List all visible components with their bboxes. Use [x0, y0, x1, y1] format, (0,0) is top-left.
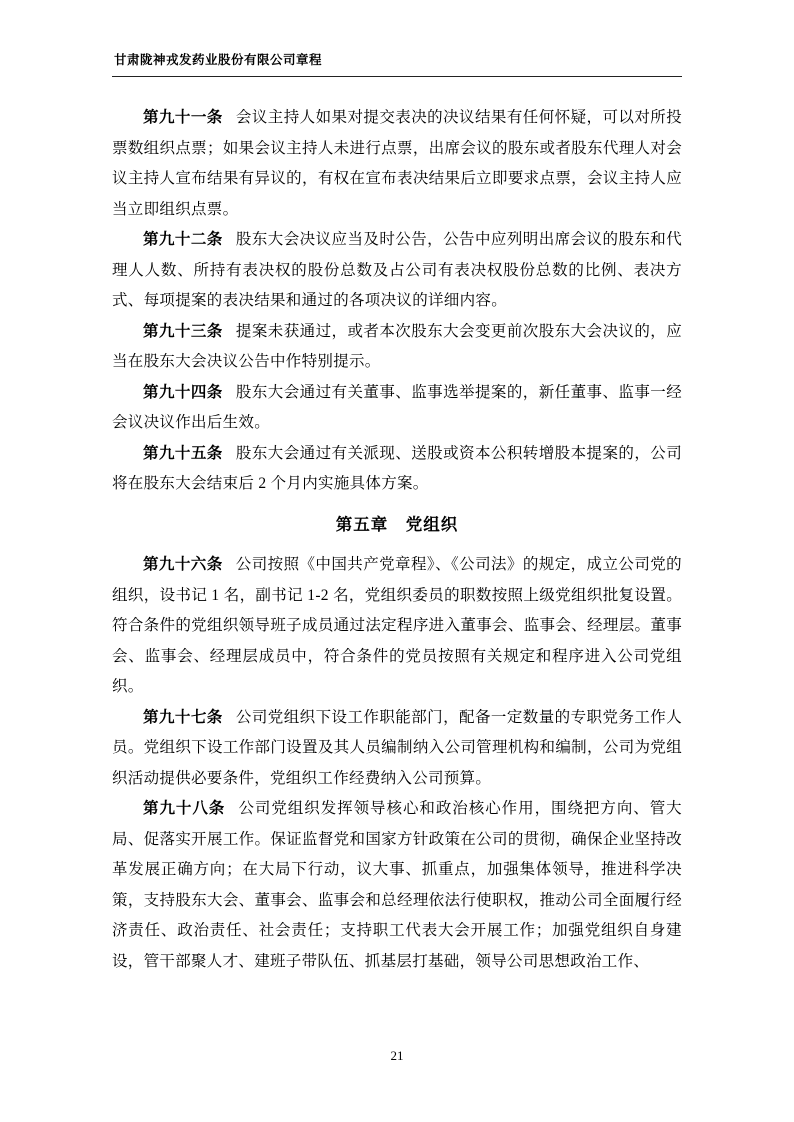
- article-number: 第九十五条: [143, 444, 223, 462]
- document-body: [112, 103, 682, 977]
- article-number: 第九十三条: [143, 322, 223, 340]
- article-98: [112, 794, 682, 977]
- document-header: [112, 46, 682, 77]
- page-number: 21: [390, 1048, 404, 1063]
- article-text: 公司按照《中国共产党章程》、《公司法》的规定，成立公司党的组织，设书记 1 名，副书记 1-2 名，党组织委员的职数按照上级党组织批复设置。符合条件的党组织领导班子成员通过法定程序进入董事会、监事会、经理层。董事会、监事会、经理层成员中，符合条件的党员按照有关规定和程序进入公司党组织。: [112, 556, 682, 695]
- article-number: 第九十四条: [143, 383, 223, 401]
- document-footer: [0, 1048, 794, 1064]
- article-92: [112, 225, 682, 317]
- article-text: 股东大会通过有关董事、监事选举提案的，新任董事、监事一经会议决议作出后生效。: [112, 383, 682, 431]
- article-text: 会议主持人如果对提交表决的决议结果有任何怀疑，可以对所投票数组织点票；如果会议主持人未进行点票，出席会议的股东或者股东代理人对会议主持人宣布结果有异议的，有权在宣布表决结果后立即要求点票，会议主持人应当立即组织点票。: [112, 109, 682, 218]
- article-91: [112, 103, 682, 225]
- chapter-heading: 第五章 党组织: [335, 514, 459, 534]
- article-number: 第九十二条: [143, 231, 223, 248]
- article-93: [112, 317, 682, 378]
- article-text: 股东大会通过有关派现、送股或资本公积转增股本提案的，公司将在股东大会结束后 2 个月内实施具体方案。: [112, 444, 682, 492]
- document-title: 甘肃陇神戎发药业股份有限公司章程: [114, 53, 323, 67]
- article-text: 提案未获通过，或者本次股东大会变更前次股东大会决议的，应当在股东大会决议公告中作特别提示。: [112, 322, 682, 370]
- article-96: [112, 550, 682, 703]
- article-text: 公司党组织下设工作职能部门，配备一定数量的专职党务工作人员。党组织下设工作部门设置及其人员编制纳入公司管理机构和编制，公司为党组织活动提供必要条件，党组织工作经费纳入公司预算。: [112, 708, 682, 787]
- article-95: [112, 439, 682, 500]
- article-number: 第九十六条: [143, 556, 223, 573]
- article-97: [112, 703, 682, 795]
- article-number: 第九十七条: [143, 708, 223, 726]
- article-94: [112, 378, 682, 439]
- article-text: 股东大会决议应当及时公告，公告中应列明出席会议的股东和代理人人数、所持有表决权的股份总数及占公司有表决权股份总数的比例、表决方式、每项提案的表决结果和通过的各项决议的详细内容。: [112, 231, 682, 309]
- article-number: 第九十八条: [143, 800, 226, 817]
- article-number: 第九十一条: [143, 109, 223, 126]
- article-text: 公司党组织发挥领导核心和政治核心作用，围绕把方向、管大局、促落实开展工作。保证监督党和国家方针政策在公司的贯彻，确保企业坚持改革发展正确方向；在大局下行动，议大事、抓重点，加强集体领导，推进科学决策，支持股东大会、董事会、监事会和总经理依法行使职权，推动公司全面履行经济责任、政治责任、社会责任；支持职工代表大会开展工作；加强党组织自身建设，管干部聚人才、建班子带队伍、抓基层打基础，领导公司思想政治工作、: [112, 800, 682, 970]
